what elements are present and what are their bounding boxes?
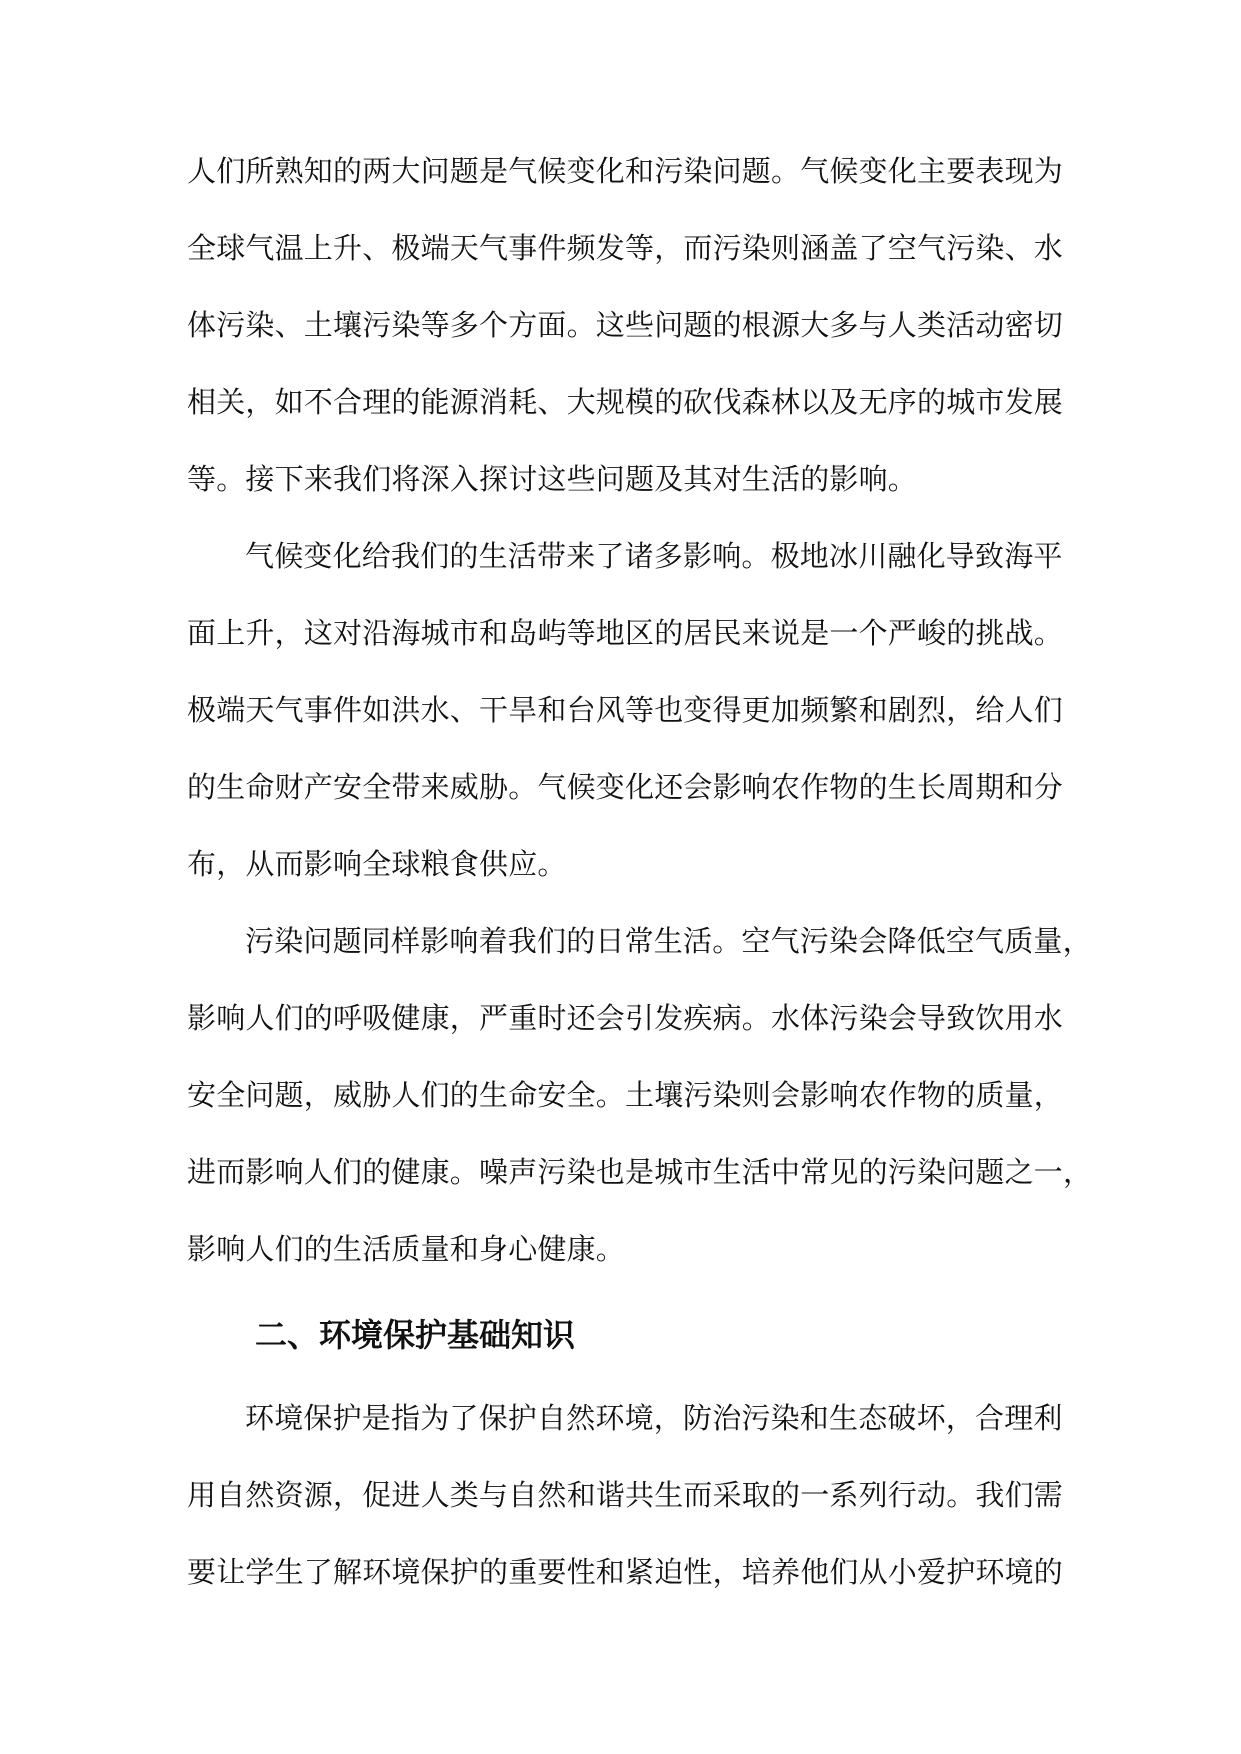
section-paragraph-line-2: 用自然资源，促进人类与自然和谐共生而采取的一系列行动。我们需 [187,1478,1064,1512]
paragraph-2-line-3: 极端天气事件如洪水、干旱和台风等也变得更加频繁和剧烈，给人们 [187,693,1064,727]
paragraph-1-line-2: 全球气温上升、极端天气事件频发等，而污染则涵盖了空气污染、水 [187,231,1064,265]
paragraph-1-line-1: 人们所熟知的两大问题是气候变化和污染问题。气候变化主要表现为 [187,154,1064,188]
paragraph-1-line-3: 体污染、土壤污染等多个方面。这些问题的根源大多与人类活动密切 [187,308,1064,342]
section-paragraph-line-1: 环境保护是指为了保护自然环境，防治污染和生态破坏，合理利 [245,1401,1063,1435]
paragraph-2-line-5: 布，从而影响全球粮食供应。 [187,847,567,881]
section-heading: 二、环境保护基础知识 [255,1316,576,1354]
paragraph-1-line-4: 相关，如不合理的能源消耗、大规模的砍伐森林以及无序的城市发展 [187,385,1064,419]
paragraph-3-line-2: 影响人们的呼吸健康，严重时还会引发疾病。水体污染会导致饮用水 [187,1001,1064,1035]
paragraph-3-line-1: 污染问题同样影响着我们的日常生活。空气污染会降低空气质量， [245,924,1092,958]
paragraph-2-line-1: 气候变化给我们的生活带来了诸多影响。极地冰川融化导致海平 [245,539,1063,573]
paragraph-1-line-5: 等。接下来我们将深入探讨这些问题及其对生活的影响。 [187,462,918,496]
section-paragraph-line-3: 要让学生了解环境保护的重要性和紧迫性，培养他们从小爱护环境的 [187,1555,1064,1589]
paragraph-3-line-3: 安全问题，威胁人们的生命安全。土壤污染则会影响农作物的质量， [187,1078,1064,1112]
paragraph-2-line-4: 的生命财产安全带来威胁。气候变化还会影响农作物的生长周期和分 [187,770,1064,804]
paragraph-3-line-5: 影响人们的生活质量和身心健康。 [187,1232,626,1266]
paragraph-3-line-4: 进而影响人们的健康。噪声污染也是城市生活中常见的污染问题之一， [187,1155,1093,1189]
paragraph-2-line-2: 面上升，这对沿海城市和岛屿等地区的居民来说是一个严峻的挑战。 [187,616,1064,650]
